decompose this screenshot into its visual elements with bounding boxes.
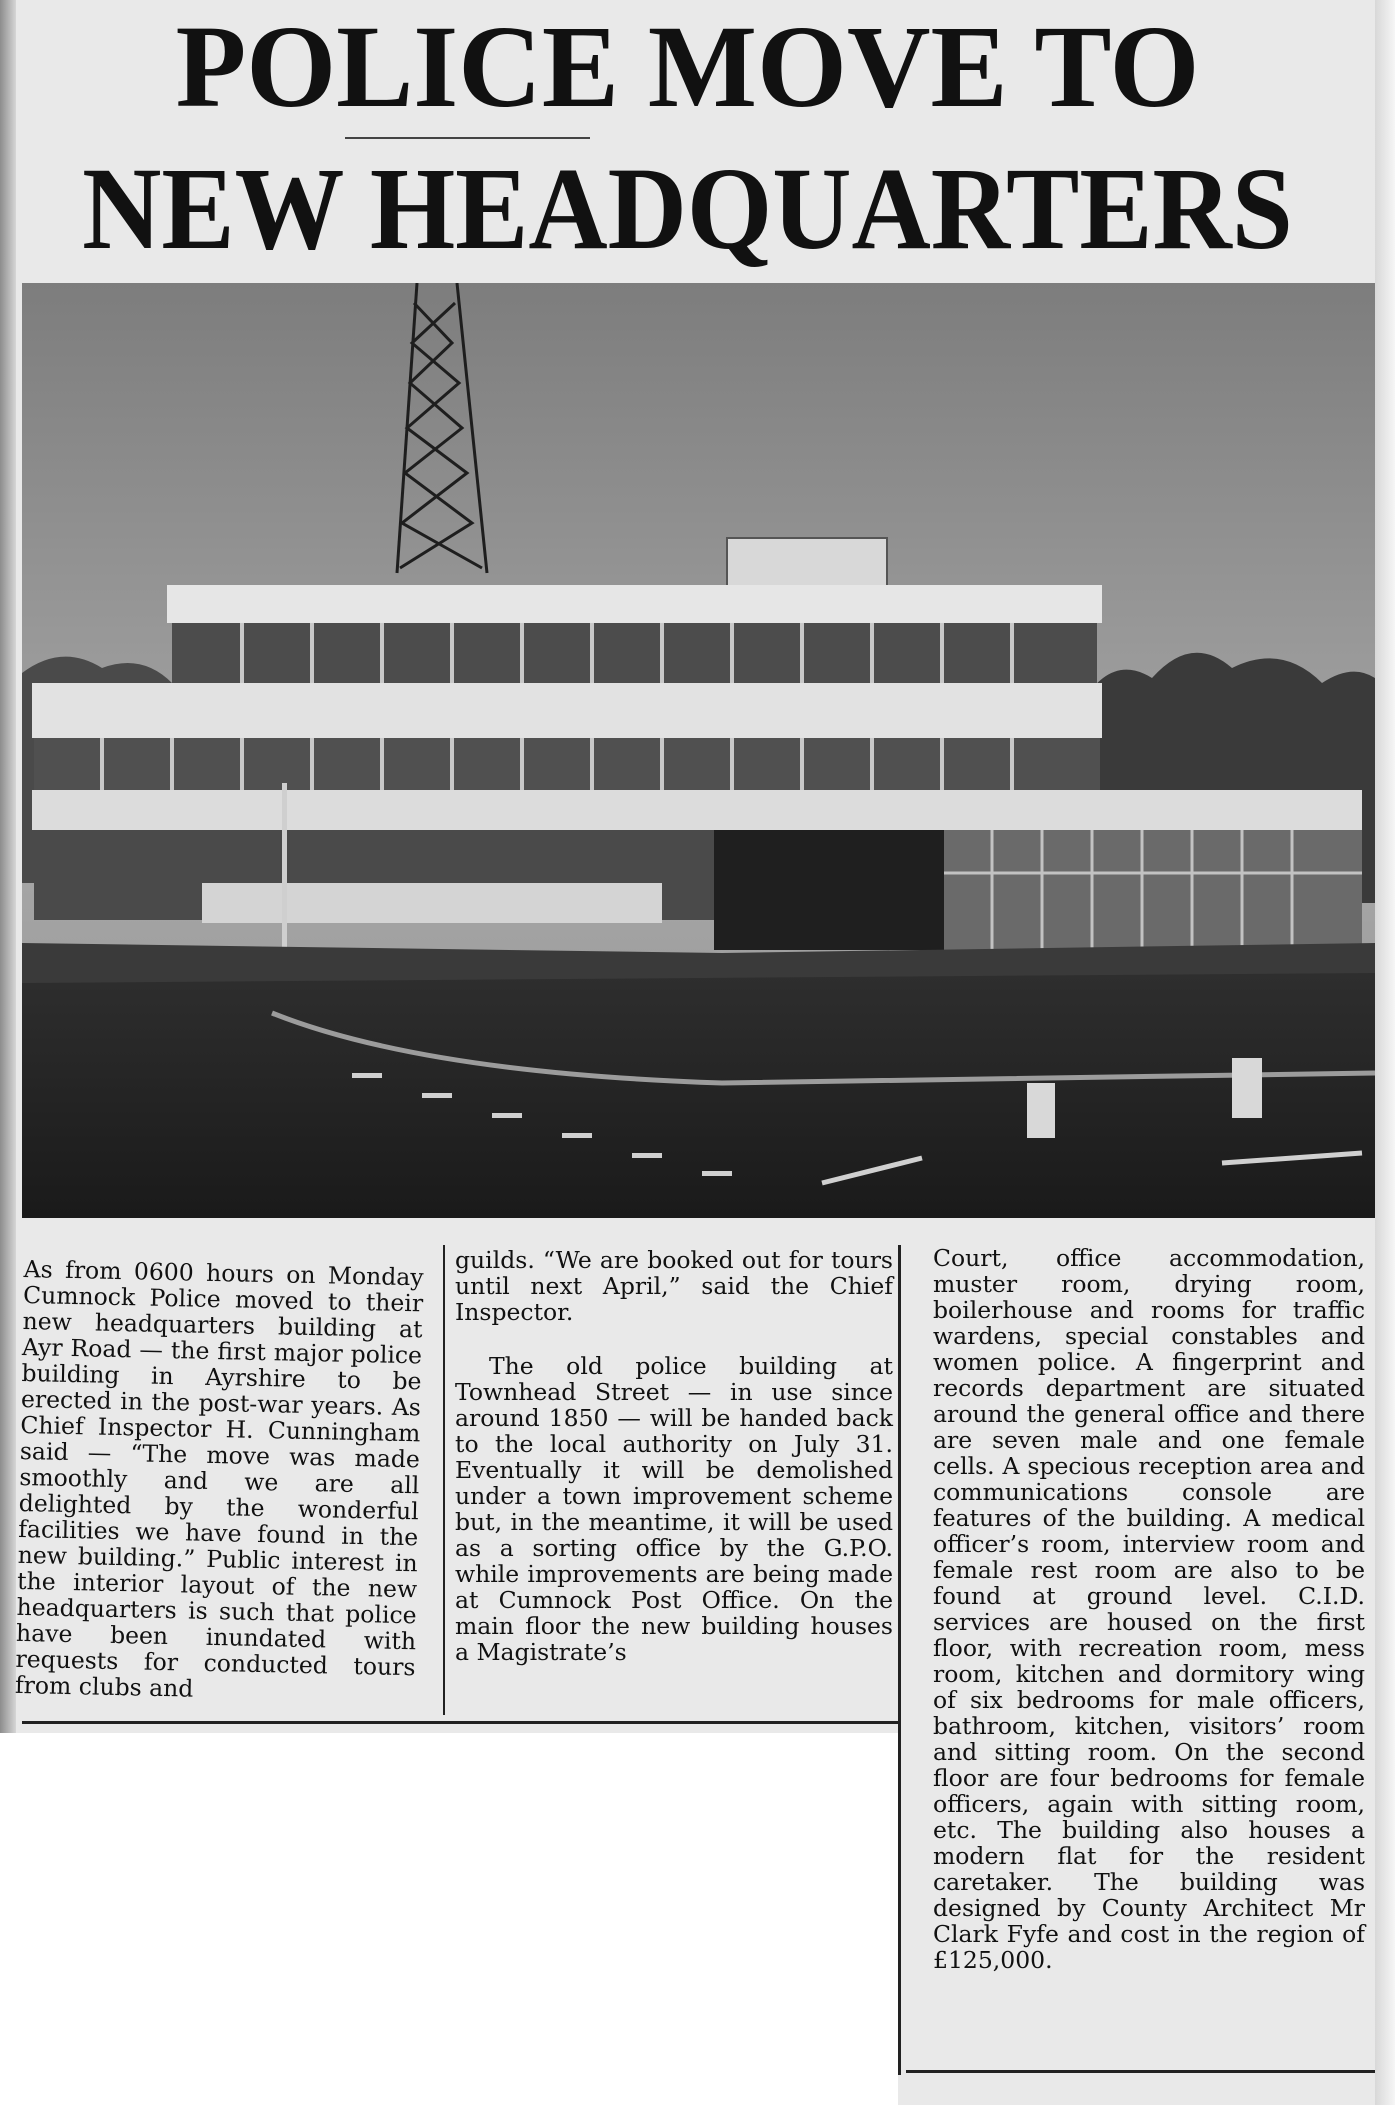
column-3-bottom-rule	[906, 2070, 1375, 2073]
article-column-2	[455, 1247, 893, 1665]
column-3-text: Court, office accommodation, muster room, drying room, boilerhouse and rooms for traffic wardens, special constables and women police. A fingerprint and records department are situated around the general office and there are seven male and one female cells. A specious reception area and communications console are features of the building. A medical officer’s room, interview room and female rest room are also to be found at ground level. C.I.D. services are housed on the first floor, with recreation room, mess room, kitchen and dormitory wing of six bedrooms for male officers, bathroom, kitchen, visitors’ room and sitting room. On the second floor are four bedrooms for female officers, again with sitting room, etc. The building also houses a modern flat for the resident caretaker. The building was designed by County Architect Mr Clark Fyfe and cost in the region of £125,000.	[933, 1244, 1365, 1974]
police-building-photo	[22, 283, 1375, 1218]
article-bottom-rule	[22, 1721, 898, 1724]
roof-slab	[167, 585, 1102, 623]
middle-slab	[32, 683, 1102, 738]
column-1-text: As from 0600 hours on Monday Cumnock Police moved to their new headquarters building at Ayr Road — the first major police building in Ayrshire to be erected in the post-war years. As Chief Inspector H. Cunningham said — “The move was made smoothly and we are all delighted by the wonderful facilities we have found in the new building.” Public interest in the interior layout of the new headquarters is such that police have been inundated with requests for conducted tours from clubs and	[14, 1255, 424, 1703]
headline-line-2: NEW HEADQUARTERS	[82, 143, 1293, 274]
paper-edge-shadow	[0, 0, 16, 1733]
road	[22, 973, 1375, 1218]
column-rule-1	[443, 1245, 445, 1715]
headline-line-1: POLICE MOVE TO	[175, 1, 1200, 132]
article-column-3	[933, 1245, 1365, 1973]
headline-divider	[345, 137, 590, 139]
headquarters-photo	[22, 283, 1375, 1218]
column-2-text-intro: guilds. “We are booked out for tours until next April,” said the Chief Inspector.	[455, 1246, 893, 1326]
side-wing	[944, 830, 1362, 950]
article-column-1	[15, 1256, 424, 1706]
column-rule-2	[898, 1245, 901, 2075]
column-2-text-main: The old police building at Townhead Street — in use since around 1850 — will be handed back to the local authority on July 31. Eventually it will be demolished under a town improvement scheme but, in the meantime, it will be used as a sorting office by the G.P.O. while improvements are being made at Cumnock Post Office. On the main floor the new building houses a Magistrate’s	[455, 1352, 893, 1666]
lower-slab	[32, 790, 1362, 830]
entrance-block	[714, 830, 944, 950]
paper-edge-light	[1375, 0, 1395, 2105]
